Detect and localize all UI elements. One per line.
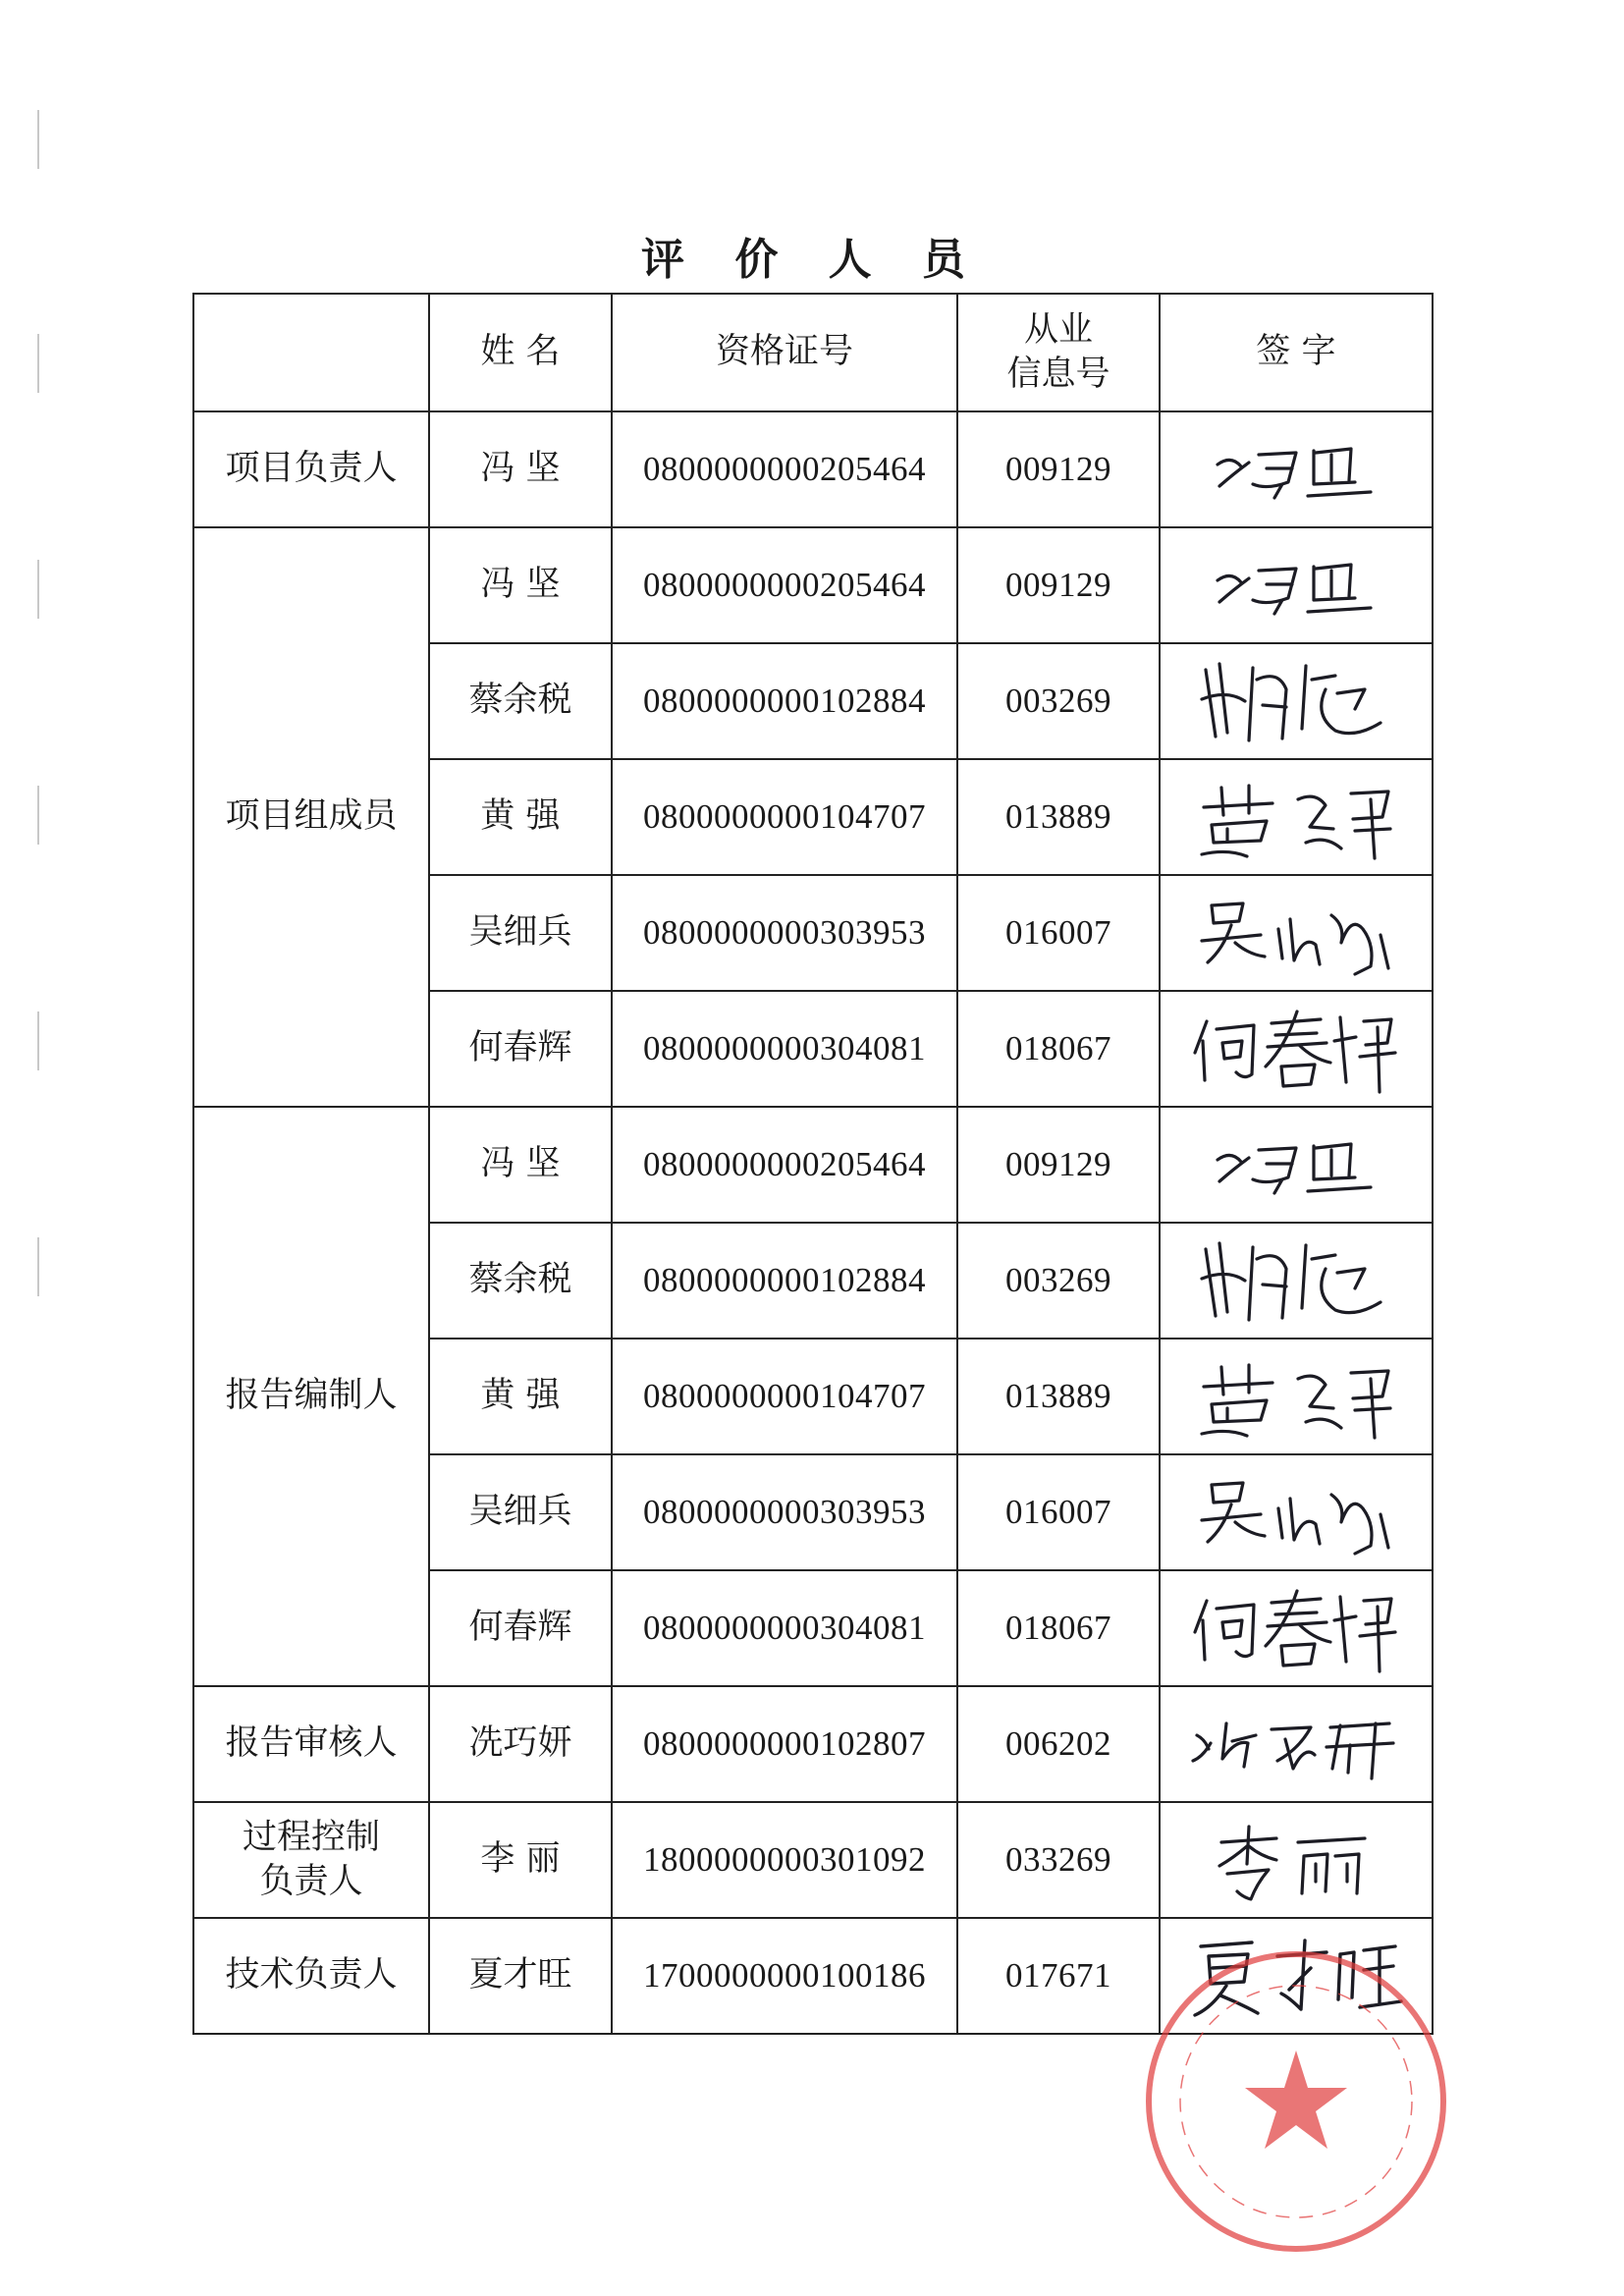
scan-edge-mark [37, 110, 39, 169]
table-header-row [193, 294, 1433, 411]
info-cell: 009129 [957, 411, 1160, 527]
signature-cell [1160, 1339, 1433, 1454]
signature [1183, 1577, 1409, 1679]
signature-cell [1160, 875, 1433, 991]
name-cell: 黄 强 [429, 759, 612, 875]
signature [1183, 1700, 1409, 1788]
cert-cell: 1800000000301092 [612, 1802, 957, 1918]
name-cell: 蔡余税 [429, 643, 612, 759]
name-cell: 夏才旺 [429, 1918, 612, 2034]
scan-edge-mark [37, 1237, 39, 1296]
table-row [193, 411, 1433, 527]
cert-cell: 0800000000205464 [612, 527, 957, 643]
signature [1188, 1465, 1404, 1559]
name-cell: 何春辉 [429, 1570, 612, 1686]
name-cell: 李 丽 [429, 1802, 612, 1918]
info-cell: 006202 [957, 1686, 1160, 1802]
role-cell-line1: 过程控制 [242, 1817, 380, 1857]
signature-cell [1160, 991, 1433, 1107]
table-row [193, 1802, 1433, 1918]
cert-cell: 0800000000102884 [612, 1223, 957, 1339]
signature [1198, 1813, 1394, 1907]
name-cell: 冼巧妍 [429, 1686, 612, 1802]
header-name: 姓 名 [429, 294, 612, 411]
cert-cell: 1700000000100186 [612, 1918, 957, 2034]
table-row [193, 1107, 1433, 1223]
signature [1188, 886, 1404, 980]
signature [1198, 1121, 1394, 1209]
info-cell: 013889 [957, 759, 1160, 875]
role-cell: 技术负责人 [193, 1918, 429, 2034]
signature-cell [1160, 759, 1433, 875]
cert-cell: 0800000000205464 [612, 1107, 957, 1223]
scan-edge-mark [37, 1011, 39, 1070]
signature-cell [1160, 411, 1433, 527]
info-cell: 013889 [957, 1339, 1160, 1454]
info-cell: 009129 [957, 527, 1160, 643]
header-role [193, 294, 429, 411]
staff-table [192, 293, 1434, 2035]
name-cell: 冯 坚 [429, 411, 612, 527]
name-cell: 冯 坚 [429, 1107, 612, 1223]
signature [1188, 650, 1404, 752]
info-cell: 003269 [957, 643, 1160, 759]
signature-cell [1160, 1570, 1433, 1686]
name-cell: 吴细兵 [429, 1454, 612, 1570]
info-cell: 003269 [957, 1223, 1160, 1339]
cert-cell: 0800000000104707 [612, 1339, 957, 1454]
signature-cell [1160, 527, 1433, 643]
info-cell: 018067 [957, 991, 1160, 1107]
cert-cell: 0800000000304081 [612, 991, 957, 1107]
signature-cell [1160, 1686, 1433, 1802]
signature [1183, 1925, 1409, 2027]
header-info-line1: 从业 [1023, 309, 1093, 350]
info-cell: 009129 [957, 1107, 1160, 1223]
header-info [957, 294, 1160, 411]
page-title: 评 价 人 员 [641, 235, 983, 285]
header-info-line2: 信息号 [1006, 355, 1110, 394]
info-cell: 016007 [957, 1454, 1160, 1570]
signature-cell [1160, 1223, 1433, 1339]
table-row [193, 1686, 1433, 1802]
signature-cell [1160, 1454, 1433, 1570]
signature [1183, 998, 1409, 1100]
role-cell: 报告审核人 [193, 1686, 429, 1802]
signature [1188, 1230, 1404, 1332]
name-cell: 冯 坚 [429, 527, 612, 643]
name-cell: 黄 强 [429, 1339, 612, 1454]
name-cell: 何春辉 [429, 991, 612, 1107]
cert-cell: 0800000000102884 [612, 643, 957, 759]
info-cell: 018067 [957, 1570, 1160, 1686]
signature [1188, 1349, 1404, 1444]
cert-cell: 0800000000102807 [612, 1686, 957, 1802]
role-cell: 项目负责人 [193, 411, 429, 527]
info-cell: 033269 [957, 1802, 1160, 1918]
cert-cell: 0800000000104707 [612, 759, 957, 875]
scan-edge-mark [37, 334, 39, 393]
header-sign: 签 字 [1160, 294, 1433, 411]
scan-edge-mark [37, 560, 39, 619]
name-cell: 蔡余税 [429, 1223, 612, 1339]
signature-cell [1160, 1918, 1433, 2034]
table-row [193, 527, 1433, 643]
info-cell: 016007 [957, 875, 1160, 991]
signature [1198, 541, 1394, 629]
signature [1188, 770, 1404, 864]
header-cert: 资格证号 [612, 294, 957, 411]
signature-cell [1160, 1802, 1433, 1918]
signature-cell [1160, 1107, 1433, 1223]
cert-cell: 0800000000303953 [612, 1454, 957, 1570]
table-row [193, 1918, 1433, 2034]
role-cell: 项目组成员 [193, 527, 429, 1107]
info-cell: 017671 [957, 1918, 1160, 2034]
signature-cell [1160, 643, 1433, 759]
scan-edge-mark [37, 786, 39, 845]
role-cell: 报告编制人 [193, 1107, 429, 1686]
name-cell: 吴细兵 [429, 875, 612, 991]
role-cell [193, 1802, 429, 1918]
signature [1198, 425, 1394, 514]
cert-cell: 0800000000205464 [612, 411, 957, 527]
cert-cell: 0800000000304081 [612, 1570, 957, 1686]
role-cell-line2: 负责人 [259, 1862, 363, 1901]
cert-cell: 0800000000303953 [612, 875, 957, 991]
